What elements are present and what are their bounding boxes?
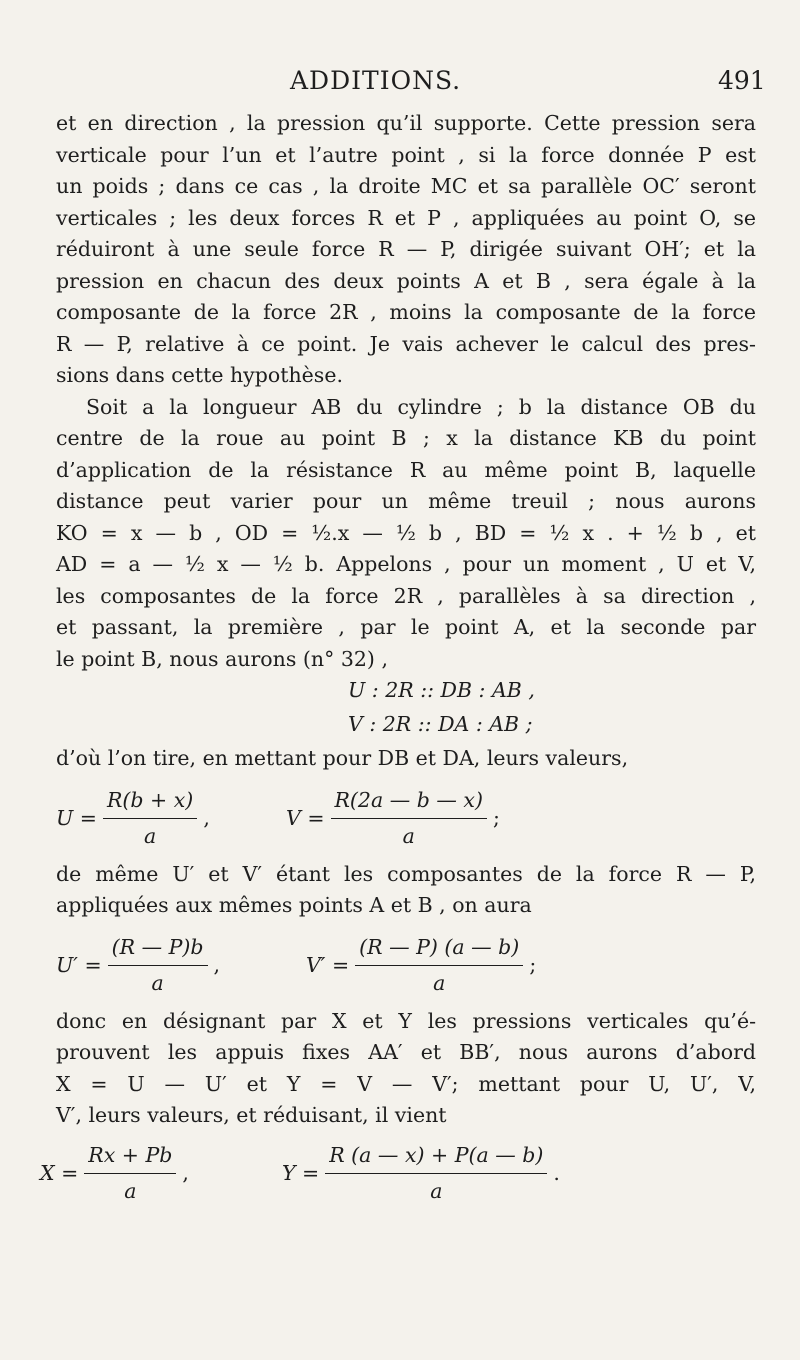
punctuation: ,	[182, 1160, 189, 1185]
denominator: a	[433, 971, 446, 995]
text-line: pression en chacun des deux points A et B , sera égale à la	[56, 268, 756, 293]
formula-row-xy	[40, 1132, 756, 1208]
page-header	[0, 66, 800, 106]
text-line: d’où l’on tire, en mettant pour DB et DA, leurs valeurs,	[56, 746, 629, 770]
text-line: centre de la roue au point B ; x la distance KB du point	[56, 426, 756, 450]
page-body	[40, 108, 756, 1208]
fraction	[108, 932, 208, 1000]
formula-row-uv	[56, 775, 756, 851]
punctuation: ,	[213, 952, 221, 977]
text-line: X = U — U′ et Y = V — V′; mettant pour U, U′, V,	[56, 1071, 756, 1096]
formula-u-prime	[56, 932, 220, 1000]
numerator: (R — P) (a — b)	[355, 932, 523, 967]
text-line: verticale pour l’un et l’autre point , si la force donnée P est	[56, 142, 756, 167]
formula-lhs: U′ =	[56, 952, 102, 977]
formula-lhs: Y =	[282, 1160, 320, 1185]
text-line: sions dans cette hypothèse.	[56, 363, 343, 387]
fraction	[84, 1140, 176, 1208]
text-line: KO = x — b , OD = ½.x — ½ b , BD = ½ x . + ½ b , et	[56, 520, 756, 545]
text-line: et passant, la première , par le point A, et la seconde par	[56, 615, 756, 639]
numerator: Rx + Pb	[84, 1140, 176, 1175]
numerator: (R — P)b	[108, 932, 208, 967]
paragraph-1	[56, 108, 756, 392]
fraction	[325, 1140, 547, 1208]
text-line: de même U′ et V′ étant les composantes de la force R — P,	[56, 861, 756, 886]
text-line: le point B, nous aurons (n° 32) ,	[56, 646, 388, 671]
text-line: AD = a — ½ x — ½ b. Appelons , pour un moment , U et V,	[56, 552, 756, 576]
formula-x	[40, 1140, 189, 1208]
paragraph-2	[56, 392, 756, 676]
text-line: les composantes de la force 2R , parallèles à sa direction ,	[56, 583, 756, 608]
numerator: R (a — x) + P(a — b)	[325, 1140, 547, 1175]
formula-lhs: X =	[40, 1160, 79, 1185]
text-line: prouvent les appuis fixes AA′ et BB′, nous aurons d’abord	[56, 1040, 756, 1064]
running-head: ADDITIONS.	[290, 66, 462, 95]
text-line: appliquées aux mêmes points A et B , on aura	[56, 893, 532, 917]
numerator: R(2a — b — x)	[331, 785, 487, 820]
formula-v-prime	[306, 932, 536, 1000]
punctuation: ,	[203, 805, 210, 830]
numerator: R(b + x)	[103, 785, 197, 820]
denominator: a	[144, 824, 157, 848]
denominator: a	[151, 971, 164, 995]
text-line: Soit a la longueur AB du cylindre ; b la distance OB du	[86, 394, 756, 419]
text-line: V′, leurs valeurs, et réduisant, il vient	[56, 1103, 447, 1127]
page-number: 491	[718, 66, 766, 95]
formula-lhs: V =	[286, 805, 325, 830]
text-line: donc en désignant par X et Y les pressions verticales qu’é-	[56, 1008, 756, 1033]
denominator: a	[402, 824, 415, 848]
proportion-u: U : 2R :: DB : AB ,	[348, 678, 535, 702]
text-line: d’application de la résistance R au même point B, laquelle	[56, 457, 756, 482]
fraction	[331, 785, 487, 853]
paragraph-5	[56, 1006, 756, 1132]
punctuation: .	[553, 1160, 560, 1185]
text-line: R — P, relative à ce point. Je vais achever le calcul des pres-	[56, 331, 756, 356]
text-line: composante de la force 2R , moins la composante de la force	[56, 300, 756, 324]
text-line: un poids ; dans ce cas , la droite MC et sa parallèle OC′ seront	[56, 174, 756, 198]
punctuation: ;	[492, 805, 500, 830]
text-line: verticales ; les deux forces R et P , appliquées au point O, se	[56, 205, 756, 230]
formula-lhs: U =	[56, 805, 97, 830]
denominator: a	[430, 1179, 443, 1203]
formula-u	[56, 785, 210, 853]
proportion-v: V : 2R :: DA : AB ;	[348, 712, 533, 736]
fraction	[103, 785, 197, 853]
punctuation: ;	[529, 952, 537, 977]
text-line: et en direction , la pression qu’il supporte. Cette pression sera	[56, 111, 756, 135]
text-line: réduiront à une seule force R — P, dirigée suivant OH′; et la	[56, 237, 756, 261]
text-line: distance peut varier pour un même treuil ; nous aurons	[56, 489, 756, 513]
formula-lhs: V′ =	[306, 952, 350, 977]
formula-v	[286, 785, 500, 853]
fraction	[355, 932, 523, 1000]
formula-row-uv-prime	[56, 922, 756, 998]
denominator: a	[124, 1179, 137, 1203]
formula-y	[282, 1140, 560, 1208]
